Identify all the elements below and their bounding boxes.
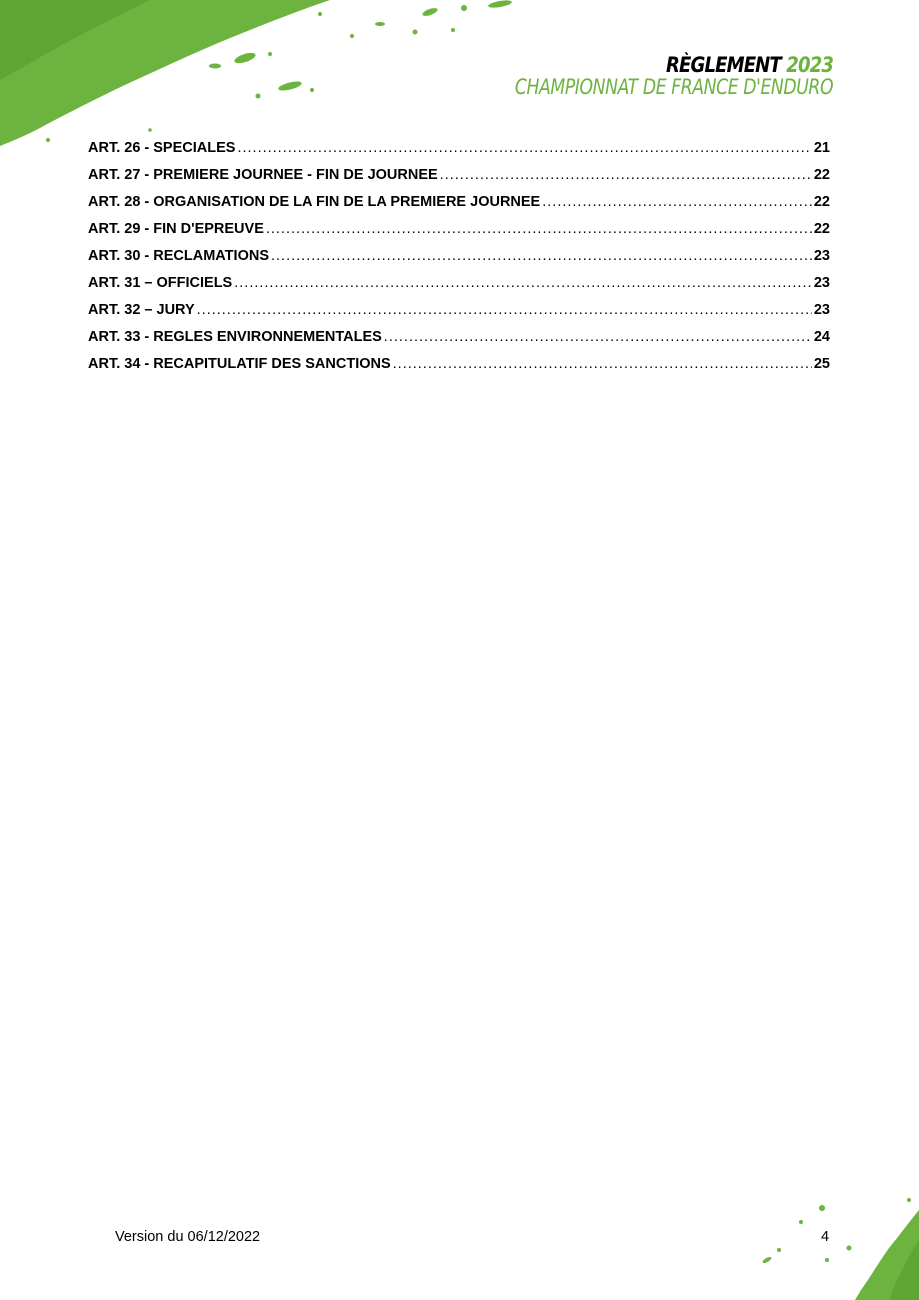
toc-entry[interactable] (88, 275, 830, 302)
toc-dot-leader (266, 221, 812, 237)
toc-entry-page: 22 (813, 167, 830, 183)
toc-entry[interactable] (88, 248, 830, 275)
toc-entry-page: 22 (813, 221, 830, 237)
toc-entry-title: ART. 27 - PREMIERE JOURNEE - FIN DE JOURNEE (88, 167, 438, 183)
toc-entry-page: 24 (813, 329, 830, 345)
toc-dot-leader (271, 248, 812, 264)
toc-entry-title: ART. 31 – OFFICIELS (88, 275, 233, 291)
toc-entry-page: 22 (813, 194, 830, 210)
brand-title (499, 54, 833, 76)
green-splash-bottom-right-icon (739, 1190, 919, 1300)
toc-entry-page: 25 (813, 356, 830, 372)
toc-entry-page: 23 (813, 275, 830, 291)
toc-entry-title: ART. 26 - SPECIALES (88, 140, 236, 156)
toc-dot-leader (542, 194, 812, 210)
toc-dot-leader (237, 140, 811, 156)
toc-dot-leader (234, 275, 812, 291)
toc-dot-leader (393, 356, 812, 372)
toc-dot-leader (384, 329, 812, 345)
header-brand (445, 54, 833, 98)
toc-entry-title: ART. 28 - ORGANISATION DE LA FIN DE LA PREMIERE JOURNEE (88, 194, 541, 210)
toc-dot-leader (440, 167, 812, 183)
toc-entry[interactable] (88, 356, 830, 383)
brand-year: 2023 (786, 53, 833, 77)
toc-entry[interactable] (88, 167, 830, 194)
toc-entry[interactable] (88, 140, 830, 167)
toc-entry-page: 21 (813, 140, 830, 156)
toc-entry-title: ART. 33 - REGLES ENVIRONNEMENTALES (88, 329, 382, 345)
toc-entry[interactable] (88, 221, 830, 248)
brand-word: RÈGLEMENT (665, 53, 781, 77)
footer-page-number: 4 (821, 1229, 830, 1245)
brand-subtitle: CHAMPIONNAT DE FRANCE D'ENDURO (514, 75, 833, 99)
toc-entry[interactable] (88, 302, 830, 329)
toc-entry-title: ART. 34 - RECAPITULATIF DES SANCTIONS (88, 356, 391, 372)
toc-entry-title: ART. 29 - FIN D'EPREUVE (88, 221, 264, 237)
footer-version: Version du 06/12/2022 (115, 1229, 261, 1245)
table-of-contents (88, 140, 830, 383)
toc-entry[interactable] (88, 194, 830, 221)
toc-entry-title: ART. 32 – JURY (88, 302, 195, 318)
toc-entry-page: 23 (813, 248, 830, 264)
toc-entry[interactable] (88, 329, 830, 356)
toc-entry-page: 23 (813, 302, 830, 318)
toc-dot-leader (197, 302, 812, 318)
toc-entry-title: ART. 30 - RECLAMATIONS (88, 248, 269, 264)
